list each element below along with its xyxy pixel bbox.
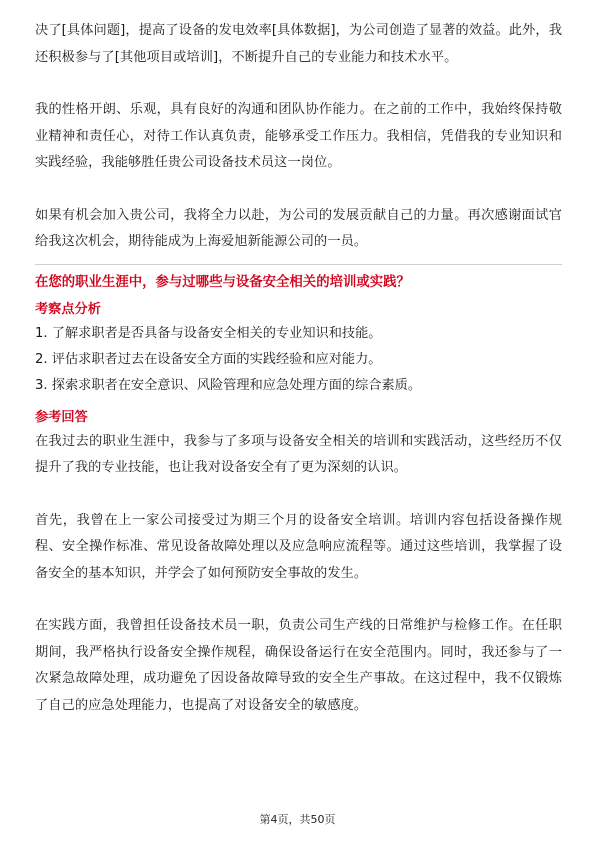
analysis-title: 考察点分析	[35, 301, 101, 317]
answer-title: 参考回答	[35, 409, 88, 425]
analysis-item-2: 2. 评估求职者过去在设备安全方面的实践经验和应对能力。	[35, 351, 382, 367]
document-page	[35, 18, 562, 719]
intro-paragraph-1: 决了[具体问题]，提高了设备的发电效率[具体数据]，为公司创造了显著的效益。此外，我还积极参与了[其他项目或培训]，不断提升自己的专业能力和技术水平。	[35, 23, 562, 65]
analysis-item-1: 1. 了解求职者是否具备与设备安全相关的专业知识和技能。	[35, 325, 382, 341]
answer-paragraph-2: 首先，我曾在上一家公司接受过为期三个月的设备安全培训。培训内容包括设备操作规程、安全操作标准、常见设备故障处理以及应急响应流程等。通过这些培训，我掌握了设备安全的基本知识，并学会了如何预防安全事故的发生。	[35, 512, 562, 581]
answer-paragraph-1: 在我过去的职业生涯中，我参与了多项与设备安全相关的培训和实践活动，这些经历不仅提升了我的专业技能，也让我对设备安全有了更为深刻的认识。	[35, 433, 562, 475]
page-footer: 第4页，共50页	[259, 813, 336, 826]
intro-paragraph-3: 如果有机会加入贵公司，我将全力以赴，为公司的发展贡献自己的力量。再次感谢面试官给我这次机会，期待能成为上海爱旭新能源公司的一员。	[35, 207, 562, 249]
answer-paragraph-3: 在实践方面，我曾担任设备技术员一职，负责公司生产线的日常维护与检修工作。在任职期间，我严格执行设备安全操作规程，确保设备运行在安全范围内。同时，我还参与了一次紧急故障处理，成功避免了因设备故障导致的安全生产事故。在这过程中，我不仅锻炼了自己的应急处理能力，也提高了对设备安全的敏感度。	[35, 618, 562, 713]
section-divider	[35, 264, 562, 265]
intro-paragraph-2: 我的性格开朗、乐观，具有良好的沟通和团队协作能力。在之前的工作中，我始终保持敬业精神和责任心，对待工作认真负责，能够承受工作压力。我相信，凭借我的专业知识和实践经验，我能够胜任贵公司设备技术员这一岗位。	[35, 102, 562, 170]
analysis-item-3: 3. 探索求职者在安全意识、风险管理和应急处理方面的综合素质。	[35, 377, 422, 393]
interview-question: 在您的职业生涯中，参与过哪些与设备安全相关的培训或实践？	[35, 274, 410, 290]
